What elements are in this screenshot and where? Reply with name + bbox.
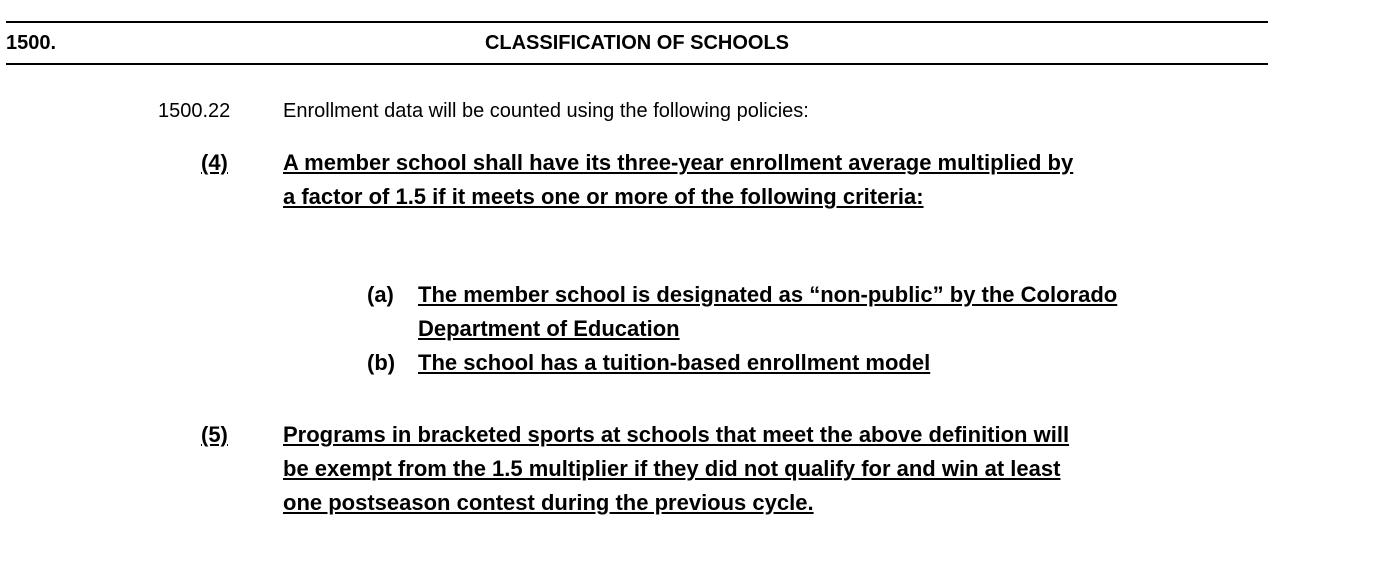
- item-5-line-1: Programs in bracketed sports at schools that meet the above definition will: [283, 422, 1070, 447]
- subitem-a-line-1: The member school is designated as “non-public” by the Colorado: [418, 282, 1118, 307]
- item-4-text: [283, 146, 1073, 214]
- subitem-b-label: (b): [367, 350, 396, 375]
- header-bottom-rule: [6, 63, 1268, 65]
- subitem-b-line-1: The school has a tuition-based enrollment model: [418, 350, 931, 375]
- subitem-a-line-2: Department of Education: [418, 316, 680, 341]
- item-4-number: (4): [201, 150, 228, 175]
- item-5-line-3: one postseason contest during the previous cycle.: [283, 490, 814, 515]
- item-5-line-2: be exempt from the 1.5 multiplier if they did not qualify for and win at least: [283, 456, 1061, 481]
- item-4-line-2: a factor of 1.5 if it meets one or more of the following criteria:: [283, 184, 924, 209]
- item-5-text: [283, 418, 1069, 520]
- section-number: 1500.: [6, 32, 57, 54]
- rule-number: 1500.22: [158, 100, 231, 122]
- subitem-b-text: [418, 346, 930, 380]
- subitem-a-text: [418, 278, 1117, 346]
- header-top-rule: [6, 21, 1268, 23]
- subitem-a-label: (a): [367, 282, 394, 307]
- item-5-number: (5): [201, 422, 228, 447]
- section-title: CLASSIFICATION OF SCHOOLS: [484, 32, 790, 54]
- rule-intro-text: Enrollment data will be counted using the following policies:: [283, 100, 809, 122]
- item-4-line-1: A member school shall have its three-year enrollment average multiplied by: [283, 150, 1074, 175]
